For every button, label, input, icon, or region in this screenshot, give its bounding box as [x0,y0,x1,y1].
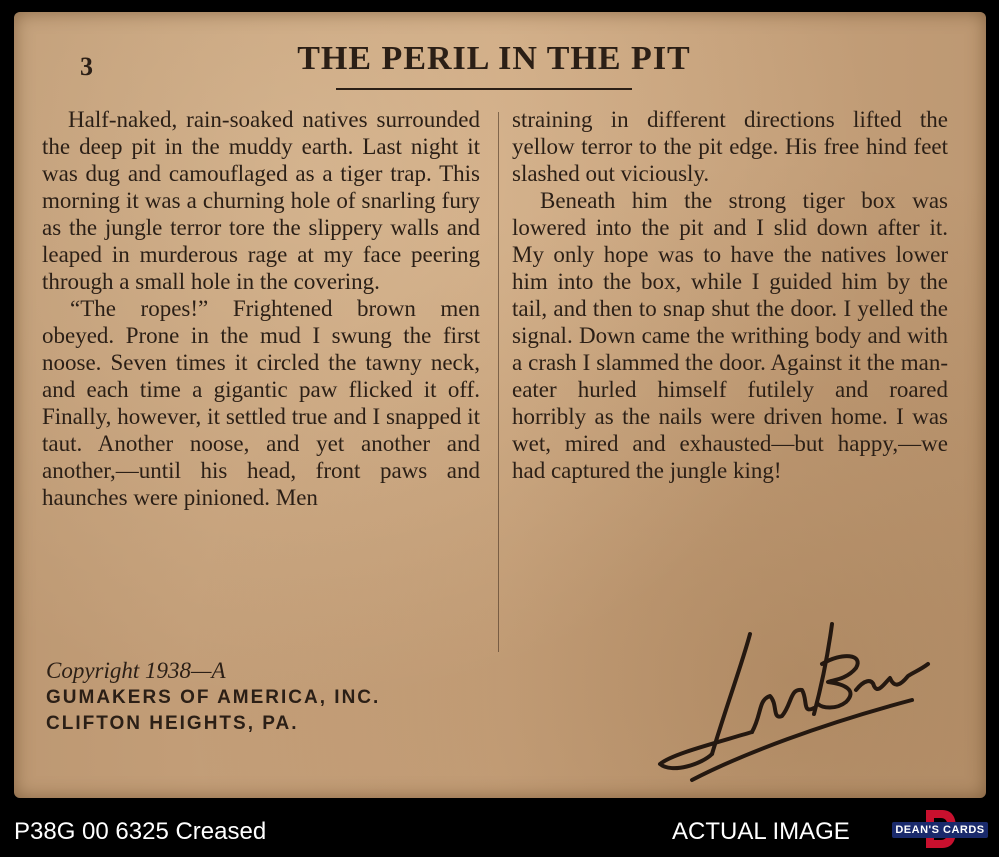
deans-cards-logo [892,808,988,850]
grade-label: P38G 00 6325 Creased [14,818,267,845]
publisher-location: CLIFTON HEIGHTS, PA. [46,713,299,734]
paragraph: straining in different directions lifted the yellow terror to the pit edge. His free hind feet slashed out viciously. [512,107,948,186]
listing-footer [0,798,999,857]
logo-text: DEAN'S CARDS [892,822,988,838]
signature-icon [632,604,932,784]
publisher-name: GUMAKERS OF AMERICA, INC. [46,687,381,708]
right-column [512,106,948,484]
paragraph: “The ropes!” Frightened brown men obeyed. Prone in the mud I swung the first noose. Seven times it circled the tawny neck, and each time a gigantic paw flicked it off. Finally, however, it settled true and I snapped it taut. Another noose, and yet another and another,—until his head, front paws and haunches were pinioned. Men [42,296,480,510]
actual-image-label: ACTUAL IMAGE [672,818,850,845]
column-divider [498,112,499,652]
trading-card-back [14,12,986,798]
card-number: 3 [80,52,93,81]
paragraph: Half-naked, rain-soaked natives surrounded the deep pit in the muddy earth. Last night it was dug and camouflaged as a tiger trap. This morning it was a churning hole of snarling fury as the jungle terror tore the slippery walls and leaped in murderous rage at my face peering through a small hole in the covering. [42,107,480,294]
left-column [42,106,480,511]
card-title: THE PERIL IN THE PIT [297,40,691,77]
title-underline [336,88,632,90]
paragraph: Beneath him the strong tiger box was lowered into the pit and I slid down after it. My only hope was to have the natives lower him into the box, while I guided him by the tail, and then to snap shut the door. I yelled the signal. Down came the writhing body and with a crash I slammed the door. Against it the man-eater hurled himself futilely and roared horribly as the nails were driven home. I was wet, mired and exhausted—but happy,—we had captured the jungle king! [512,188,948,483]
copyright-line: Copyright 1938—A [46,658,226,683]
